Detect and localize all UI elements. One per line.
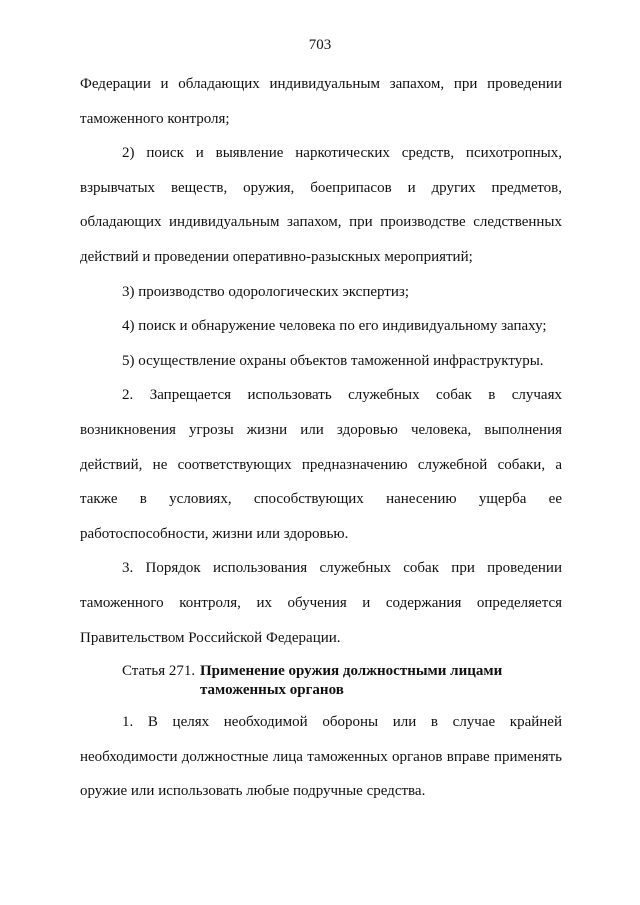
paragraph-line: таможенного контроля, их обучения и содержания определяется [80,594,562,611]
paragraph-line: 2) поиск и выявление наркотических средств, психотропных, [122,145,562,162]
paragraph-line: 4) поиск и обнаружение человека по его индивидуальному запаху; [122,318,547,335]
text-block-1 [80,67,562,655]
paragraph-line: Правительством Российской Федерации. [80,629,341,646]
paragraph-line: действий, не соответствующих предназначению служебной собаки, а [80,456,562,473]
paragraph-line: 2. Запрещается использовать служебных собак в случаях [122,387,562,404]
article-title-line: Применение оружия должностными лицами [200,663,503,679]
paragraph-line: действий и проведении оперативно-разыскных мероприятий; [80,248,473,265]
paragraph-line: работоспособности, жизни или здоровью. [80,525,349,542]
text-block-2 [80,705,562,809]
paragraph-line: таможенного контроля; [80,110,230,127]
article-title [200,662,555,700]
paragraph-line: возникновения угрозы жизни или здоровью человека, выполнения [80,421,562,438]
paragraph-line: 1. В целях необходимой обороны или в случае крайней [122,714,562,730]
paragraph-line: 5) осуществление охраны объектов таможенной инфраструктуры. [122,352,544,369]
article-title-line: таможенных органов [200,682,344,698]
paragraph-line: 3) производство одорологических экспертиз; [122,283,409,300]
paragraph-line: оружие или использовать любые подручные средства. [80,783,426,800]
paragraph-line: 3. Порядок использования служебных собак при проведении [122,560,562,577]
article-number: Статья 271. [122,663,196,679]
paragraph-line: необходимости должностные лица таможенных органов вправе применять [80,748,562,765]
paragraph-line: взрывчатых веществ, оружия, боеприпасов и других предметов, [80,179,562,196]
paragraph-line: Федерации и обладающих индивидуальным запахом, при проведении [80,76,562,92]
paragraph-line: также в условиях, способствующих нанесению ущерба ее [80,491,562,508]
article-heading [122,662,562,700]
page-number: 703 [308,37,332,53]
paragraph-line: обладающих индивидуальным запахом, при производстве следственных [80,214,562,231]
